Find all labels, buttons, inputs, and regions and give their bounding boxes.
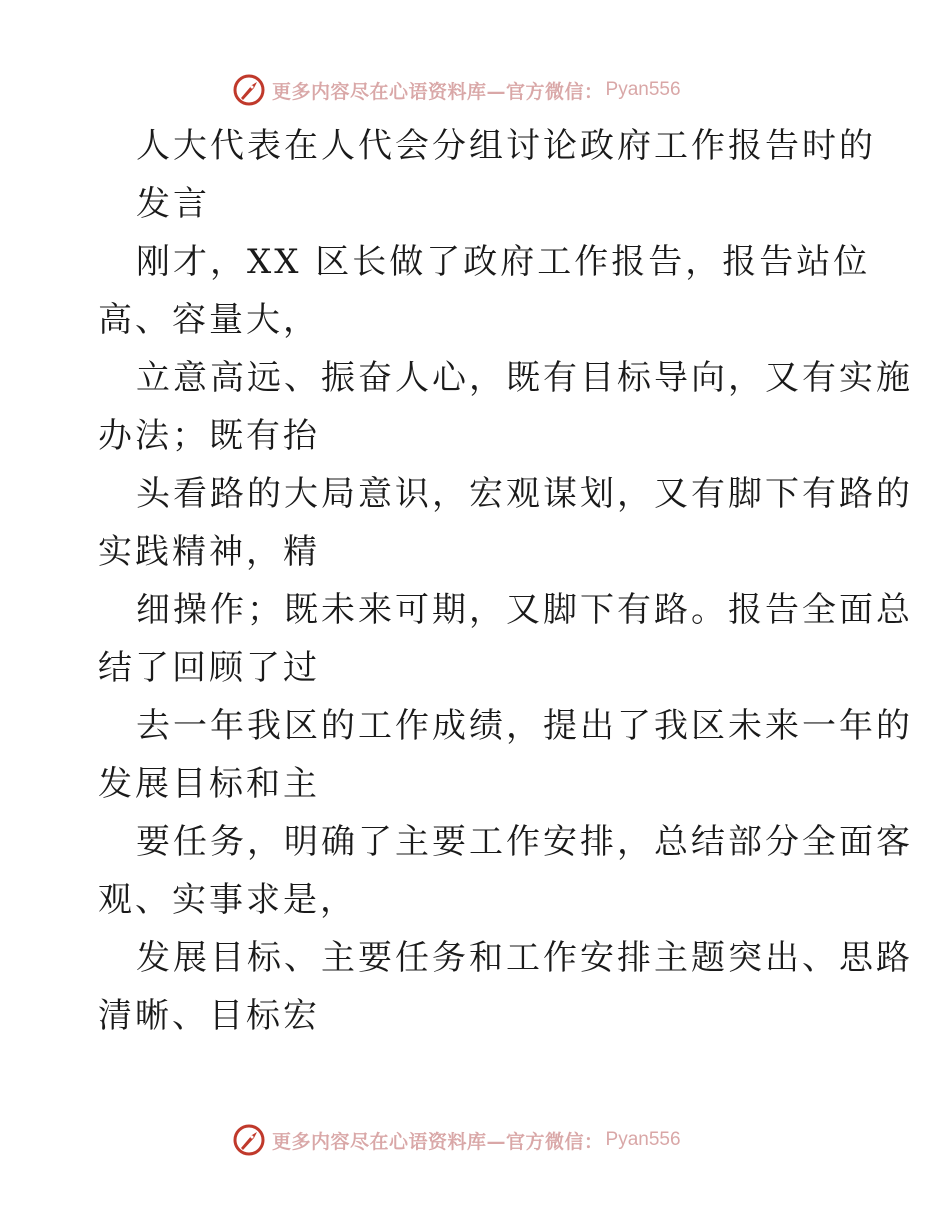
paragraph-line: 发展目标、主要任务和工作安排主题突出、思路 — [136, 938, 913, 978]
document-title-line-1: 人大代表在人代会分组讨论政府工作报告时的 — [136, 126, 876, 166]
header-banner — [232, 72, 681, 108]
pen-nib-logo-icon — [232, 73, 266, 107]
paragraph-line: 立意高远、振奋人心，既有目标导向，又有实施 — [136, 358, 913, 398]
paragraph-line: 清晰、目标宏 — [98, 996, 320, 1036]
pen-nib-logo-icon — [232, 1123, 266, 1157]
footer-banner — [232, 1122, 681, 1158]
paragraph-line: 高、容量大， — [98, 300, 320, 340]
footer-banner-wechat-id: Pyan556 — [605, 1129, 681, 1150]
header-banner-text: 更多内容尽在心语资料库—官方微信： — [272, 80, 604, 103]
header-banner-wechat-id: Pyan556 — [605, 79, 681, 100]
paragraph-line: 实践精神，精 — [98, 532, 320, 572]
paragraph-line: 刚才，XX 区长做了政府工作报告，报告站位 — [136, 242, 871, 282]
paragraph-line: 细操作；既未来可期，又脚下有路。报告全面总 — [136, 590, 913, 630]
document-title-line-2: 发言 — [136, 184, 210, 224]
paragraph-line: 发展目标和主 — [98, 764, 320, 804]
paragraph-line: 头看路的大局意识，宏观谋划，又有脚下有路的 — [136, 474, 913, 514]
paragraph-line: 去一年我区的工作成绩，提出了我区未来一年的 — [136, 706, 913, 746]
paragraph-line: 办法；既有抬 — [98, 416, 320, 456]
paragraph-line: 要任务，明确了主要工作安排，总结部分全面客 — [136, 822, 913, 862]
footer-banner-text: 更多内容尽在心语资料库—官方微信： — [272, 1130, 604, 1153]
paragraph-line: 结了回顾了过 — [98, 648, 320, 688]
paragraph-line: 观、实事求是， — [98, 880, 357, 920]
